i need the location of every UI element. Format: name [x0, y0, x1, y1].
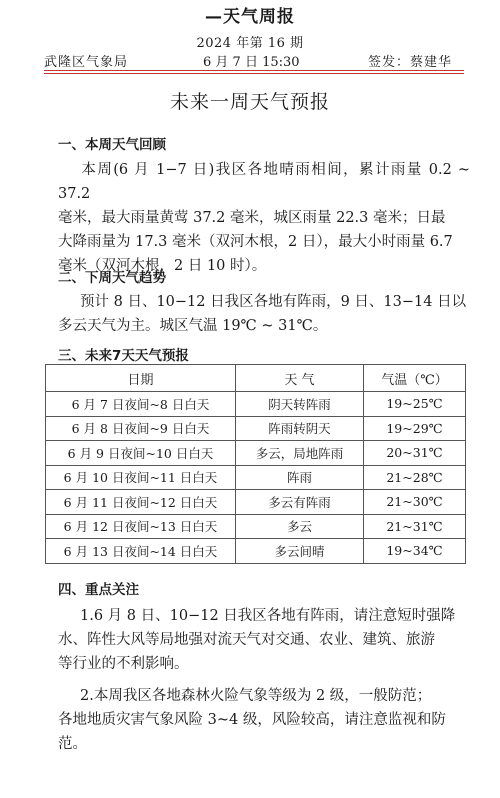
focus-line: 等行业的不利影响。: [58, 656, 189, 672]
issue-number: 2024 年第 16 期: [196, 36, 304, 51]
forecast-temperature: 19~29℃: [364, 416, 466, 441]
table-row: [46, 416, 466, 441]
section-heading-focus: 四、重点关注: [58, 582, 139, 598]
forecast-weather: 多云: [236, 514, 364, 539]
forecast-date: 6 月 9 日夜间~10 日白天: [46, 441, 236, 466]
forecast-header-row: [46, 365, 466, 392]
header-rule-top: [44, 70, 464, 71]
page-title: 未来一周天气预报: [169, 91, 330, 113]
table-row: [46, 465, 466, 490]
forecast-date: 6 月 7 日夜间~8 日白天: [46, 392, 236, 417]
forecast-date: 6 月 13 日夜间~14 日白天: [46, 539, 236, 564]
focus-item-1: [58, 604, 470, 676]
issuing-bureau: 武隆区气象局: [44, 55, 129, 70]
signer: 签发：蔡建华: [368, 55, 453, 70]
focus-line: 水、阵性大风等局地强对流天气对交通、农业、建筑、旅游: [58, 632, 435, 648]
header-rule-bottom: [44, 73, 464, 74]
review-line: 大降雨量为 17.3 毫米（双河木根，2 日），最大小时雨量 6.7: [58, 234, 453, 250]
review-line: 本周(6 月 1−7 日)我区各地晴雨相间，累计雨量 0.2 ~ 37.2: [58, 162, 470, 202]
table-row: [46, 490, 466, 515]
table-row: [46, 441, 466, 466]
forecast-temperature: 21~28℃: [364, 465, 466, 490]
trend-line: 多云天气为主。城区气温 19℃ ~ 31℃。: [58, 318, 328, 334]
review-paragraph: [58, 158, 470, 278]
forecast-weather: 阴天转阵雨: [236, 392, 364, 417]
forecast-weather: 多云有阵雨: [236, 490, 364, 515]
focus-item-2: [58, 684, 470, 756]
focus-line: 2.本周我区各地森林火险气象等级为 2 级，一般防范；: [80, 688, 432, 704]
focus-line: 范。: [58, 736, 87, 752]
forecast-temperature: 21~30℃: [364, 490, 466, 515]
trend-line: 预计 8 日、10−12 日我区各地有阵雨，9 日、13−14 日以: [80, 294, 467, 310]
column-header-temperature: 气温（℃）: [364, 365, 466, 392]
table-row: [46, 514, 466, 539]
forecast-date: 6 月 12 日夜间~13 日白天: [46, 514, 236, 539]
forecast-temperature: 19~34℃: [364, 539, 466, 564]
forecast-weather: 阵雨: [236, 465, 364, 490]
section-heading-review: 一、本周天气回顾: [58, 137, 166, 153]
forecast-table: [45, 364, 466, 564]
forecast-date: 6 月 10 日夜间~11 日白天: [46, 465, 236, 490]
table-row: [46, 392, 466, 417]
section-heading-forecast: 三、未来7天天气预报: [58, 348, 189, 364]
column-header-weather: 天 气: [236, 365, 364, 392]
forecast-temperature: 21~31℃: [364, 514, 466, 539]
trend-paragraph: [58, 290, 470, 338]
review-line: 毫米，最大雨量黄莺 37.2 毫米，城区雨量 22.3 毫米；日最: [58, 210, 446, 226]
table-row: [46, 539, 466, 564]
focus-line: 各地地质灾害气象风险 3~4 级，风险较高，请注意监视和防: [58, 712, 446, 728]
forecast-weather: 多云，局地阵雨: [236, 441, 364, 466]
forecast-weather: 多云间晴: [236, 539, 364, 564]
masthead: —天气周报: [205, 7, 295, 27]
review-line: 毫米（双河木根，2 日 10 时）。: [58, 258, 267, 274]
column-header-date: 日期: [46, 365, 236, 392]
forecast-date: 6 月 8 日夜间~9 日白天: [46, 416, 236, 441]
forecast-weather: 阵雨转阴天: [236, 416, 364, 441]
forecast-date: 6 月 11 日夜间~12 日白天: [46, 490, 236, 515]
forecast-temperature: 19~25℃: [364, 392, 466, 417]
forecast-temperature: 20~31℃: [364, 441, 466, 466]
focus-line: 1.6 月 8 日、10−12 日我区各地有阵雨，请注意短时强降: [80, 608, 456, 624]
section-heading-trend: 二、下周天气趋势: [58, 270, 166, 286]
issue-datetime: 6 月 7 日 15:30: [203, 55, 300, 70]
